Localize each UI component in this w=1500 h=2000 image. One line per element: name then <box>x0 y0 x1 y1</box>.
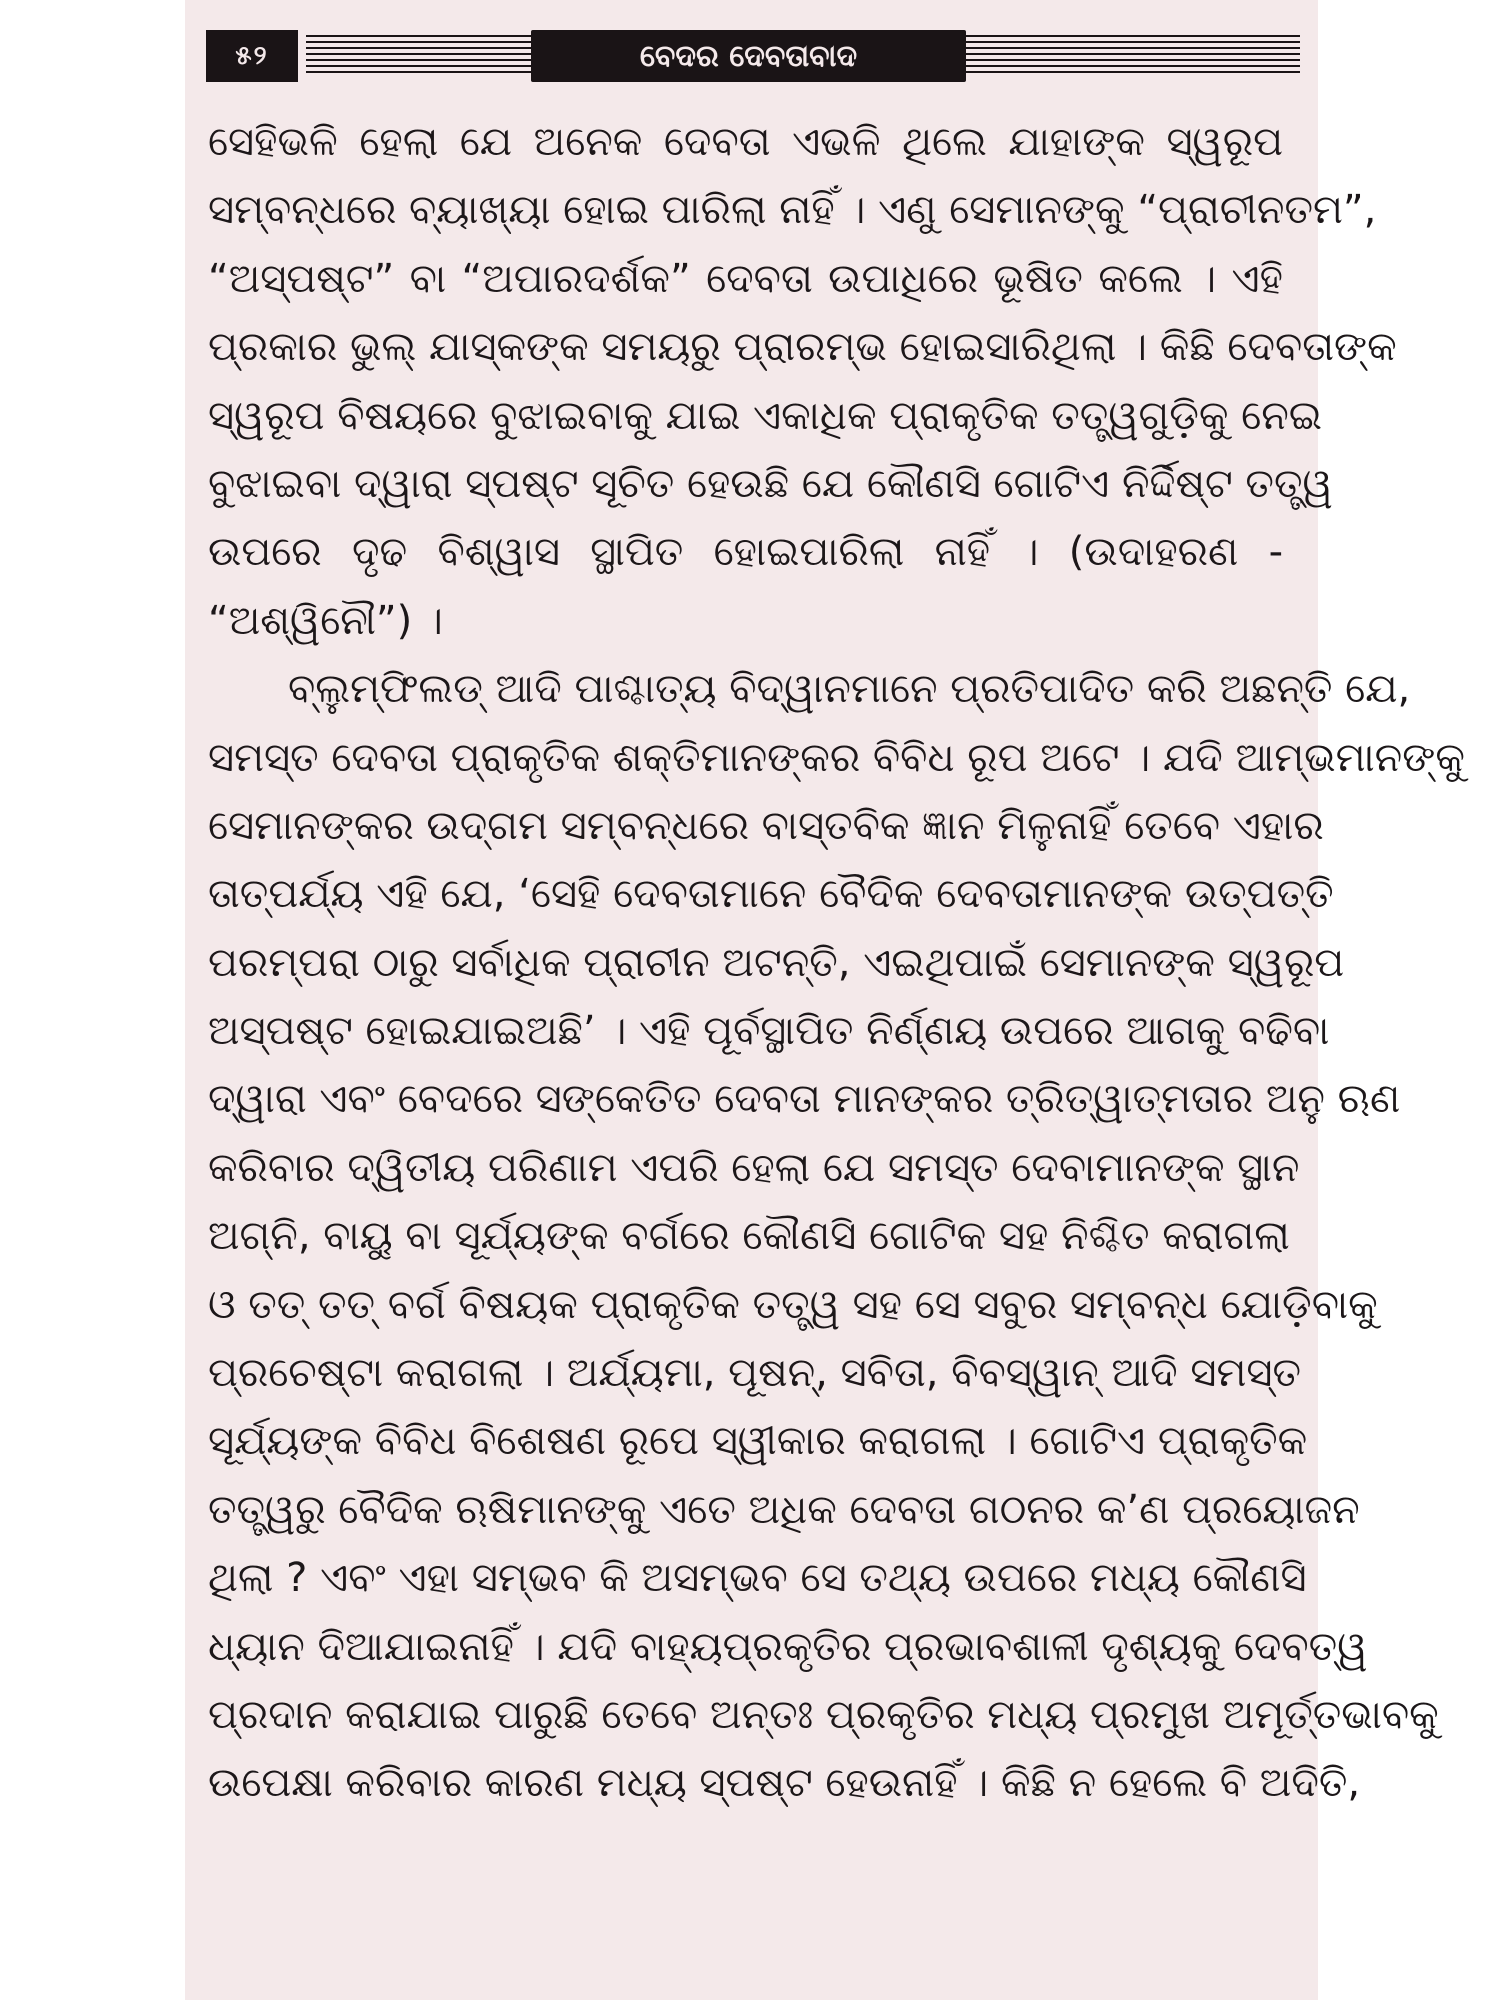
text-line: ତତ୍ତ୍ୱରୁ ବୈଦିକ ଋଷିମାନଙ୍କୁ ଏତେ ଅଧିକ ଦେବତା ଗଠନର କ’ଣ ପ୍ରୟୋଜନ <box>208 1486 1360 1533</box>
page-number-box <box>206 30 298 82</box>
text-line: ସମସ୍ତ ଦେବତା ପ୍ରାକୃତିକ ଶକ୍ତିମାନଙ୍କର ବିବିଧ ରୂପ ଅଟେ । ଯଦି ଆମ୍ଭମାନଙ୍କୁ <box>208 734 1465 781</box>
text-line: ସ୍ୱରୂପ ବିଷୟରେ ବୁଝାଇବାକୁ ଯାଇ ଏକାଧିକ ପ୍ରାକୃତିକ ତତ୍ତ୍ୱଗୁଡ଼ିକୁ ନେଇ <box>208 392 1323 439</box>
page-number: ୫୨ <box>235 40 269 71</box>
chapter-title: ବେଦର ଦେବତାବାଦ <box>639 38 858 74</box>
text-line: ସେହିଭଳି ହେଲା ଯେ ଅନେକ ଦେବତା ଏଭଳି ଥିଲେ ଯାହାଙ୍କ ସ୍ୱରୂପ <box>208 119 1283 165</box>
text-line: ପ୍ରଚେଷ୍ଟା କରାଗଲା । ଅର୍ଯ୍ୟମା, ପୂଷନ୍, ସବିତା, ବିବସ୍ୱାନ୍ ଆଦି ସମସ୍ତ <box>208 1350 1301 1397</box>
header-rule-left <box>306 35 531 77</box>
text-line: ଦ୍ୱାରା ଏବଂ ବେଦରେ ସଙ୍କେତିତ ଦେବତା ମାନଙ୍କର ତ୍ରିତ୍ୱାତ୍ମତାର ଅନୁ ଋଣ <box>208 1076 1401 1123</box>
text-line: ତାତ୍ପର୍ଯ୍ୟ ଏହି ଯେ, ‘ସେହି ଦେବତାମାନେ ବୈଦିକ ଦେବତାମାନଙ୍କ ଉତ୍ପତ୍ତି <box>208 871 1334 918</box>
text-line: ପ୍ରକାର ଭୁଲ୍ ଯାସ୍କଙ୍କ ସମୟରୁ ପ୍ରାରମ୍ଭ ହୋଇସାରିଥିଲା । କିଛି ଦେବତାଙ୍କ <box>208 324 1397 371</box>
text-line: ଉପେକ୍ଷା କରିବାର କାରଣ ମଧ୍ୟ ସ୍ପଷ୍ଟ ହେଉନାହିଁ । କିଛି ନ ହେଲେ ବି ଅଦିତି, <box>208 1760 1361 1807</box>
text-line: “ଅଶ୍ୱିନୌ”) । <box>208 597 443 644</box>
running-header <box>206 30 1300 82</box>
header-rule-right <box>966 35 1300 77</box>
text-line: ସୂର୍ଯ୍ୟଙ୍କ ବିବିଧ ବିଶେଷଣ ରୂପେ ସ୍ୱୀକାର କରାଗଲା । ଗୋଟିଏ ପ୍ରାକୃତିକ <box>208 1418 1308 1465</box>
text-line: ଥିଲା ? ଏବଂ ଏହା ସମ୍ଭବ କି ଅସମ୍ଭବ ସେ ତଥ୍ୟ ଉପରେ ମଧ୍ୟ କୌଣସି <box>208 1555 1307 1602</box>
text-line: ସେମାନଙ୍କର ଉଦ୍‌ଗମ ସମ୍ବନ୍ଧରେ ବାସ୍ତବିକ ଜ୍ଞାନ ମିଳୁନାହିଁ ତେବେ ଏହାର <box>208 802 1324 849</box>
text-line: ପ୍ରଦାନ କରାଯାଇ ପାରୁଛି ତେବେ ଅନ୍ତଃ ପ୍ରକୃତିର ମଧ୍ୟ ପ୍ରମୁଖ ଅମୂର୍ତ୍ତଭାବକୁ <box>208 1691 1439 1738</box>
text-line: ଅସ୍ପଷ୍ଟ ହୋଇଯାଇଅଛି’ । ଏହି ପୂର୍ବସ୍ଥାପିତ ନିର୍ଣ୍ଣୟ ଉପରେ ଆଗକୁ ବଢିବା <box>208 1008 1330 1055</box>
text-line: ପରମ୍ପରା ଠାରୁ ସର୍ବାଧିକ ପ୍ରାଚୀନ ଅଟନ୍ତି, ଏଇଥିପାଇଁ ସେମାନଙ୍କ ସ୍ୱରୂପ <box>208 939 1345 986</box>
book-page <box>185 0 1465 2000</box>
text-line: କରିବାର ଦ୍ୱିତୀୟ ପରିଣାମ ଏପରି ହେଲା ଯେ ସମସ୍ତ ଦେବାମାନଙ୍କ ସ୍ଥାନ <box>208 1144 1300 1191</box>
body-text <box>208 108 1465 1818</box>
text-line: ଉପରେ ଦୃଢ ବିଶ୍ୱାସ ସ୍ଥାପିତ ହୋଇପାରିଲା ନାହିଁ । (ଉଦାହରଣ - <box>208 529 1283 576</box>
text-line: ଅଗ୍ନି, ବାୟୁ ବା ସୂର୍ଯ୍ୟଙ୍କ ବର୍ଗରେ କୌଣସି ଗୋଟିକ ସହ ନିଶ୍ଚିତ କରାଗଲା <box>208 1213 1290 1260</box>
text-line: ବ୍ଲୁମ୍‌ଫିଲଡ୍ ଆଦି ପାଶ୍ଚାତ୍ୟ ବିଦ୍ୱାନମାନେ ପ୍ରତିପାଦିତ କରି ଅଛନ୍ତି ଯେ, <box>288 666 1411 713</box>
text-line: ବୁଝାଇବା ଦ୍ୱାରା ସ୍ପଷ୍ଟ ସୂଚିତ ହେଉଛି ଯେ କୌଣସି ଗୋଟିଏ ନିର୍ଦ୍ଦିଷ୍ଟ ତତ୍ତ୍ୱ <box>208 460 1333 507</box>
text-line: ଓ ତତ୍ ତତ୍ ବର୍ଗ ବିଷୟକ ପ୍ରାକୃତିକ ତତ୍ତ୍ୱ ସହ ସେ ସବୁର ସମ୍ବନ୍ଧ ଯୋଡ଼ିବାକୁ <box>208 1281 1378 1328</box>
header-title-box <box>531 30 966 82</box>
text-line: ସମ୍ବନ୍ଧରେ ବ୍ୟାଖ୍ୟା ହୋଇ ପାରିଲା ନାହିଁ । ଏଣୁ ସେମାନଙ୍କୁ “ପ୍ରାଚୀନତମ”, <box>208 187 1377 234</box>
text-line: “ଅସ୍ପଷ୍ଟ” ବା “ଅପାରଦର୍ଶକ” ଦେବତା ଉପାଧିରେ ଭୂଷିତ କଲେ । ଏହି <box>208 255 1283 302</box>
text-line: ଧ୍ୟାନ ଦିଆଯାଇନାହିଁ । ଯଦି ବାହ୍ୟପ୍ରକୃତିର ପ୍ରଭାବଶାଳୀ ଦୃଶ୍ୟକୁ ଦେବତ୍ୱ <box>208 1623 1368 1670</box>
